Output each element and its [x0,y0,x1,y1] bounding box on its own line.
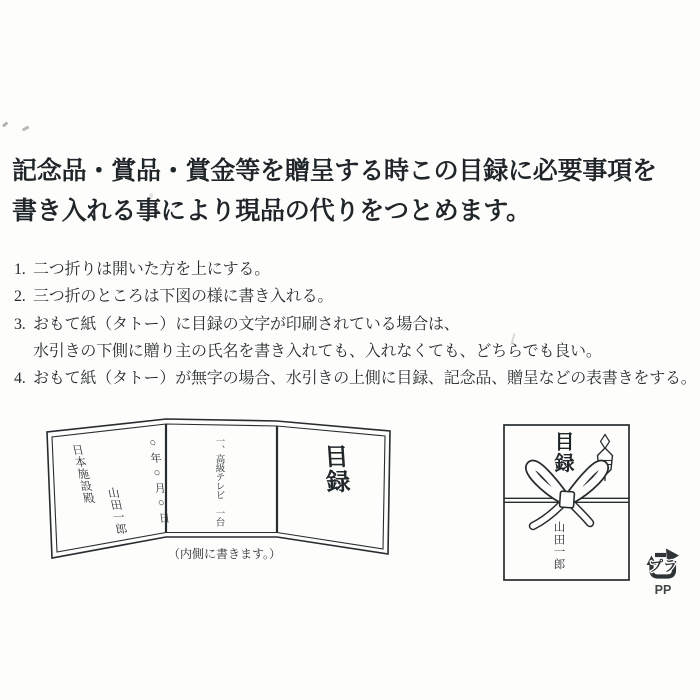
mizuhiki-bow-icon [530,465,603,526]
item-text: 三つ折のところは下図の様に書き入れる。 [33,288,334,306]
scan-speck [2,121,8,127]
plastic-recycle-icon [647,549,680,598]
trifold-date: ○年○月○日 [146,437,171,527]
scan-speck [149,193,153,198]
item-text: おもて紙（タトー）に目録の文字が印刷されている場合は、 [33,315,460,333]
envelope-title: 目録 [551,431,573,474]
recycle-code: PP [654,583,672,597]
envelope-sender: 山田一郎 [552,521,565,571]
instruction-item-4 [14,365,700,392]
intro-line-1: 記念品・賞品・賞金等を贈呈する時この目録に必要事項を [12,158,657,185]
recycle-label: プラ [649,558,677,574]
trifold-addressee: 日本施設殿 [69,444,96,504]
trifold-caption: （内側に書きます。） [168,547,282,561]
item-number: 4. [14,370,26,388]
item-number: 2. [14,288,26,306]
instruction-item-3-continued: 水引きの下側に贈り主の氏名を書き入れても、入れなくても、どちらでも良い。 [33,342,602,360]
intro-line-2: 書き入れる事により現品の代りをつとめます。 [12,198,531,225]
trifold-sender: 山田一郎 [105,487,128,535]
item-text: おもて紙（タトー）が無字の場合、水引きの上側に目録、記念品、贈呈などの表書きをする。 [33,370,697,388]
trifold-title: 目録 [319,444,349,494]
intro-paragraph [12,152,700,232]
scan-speck [22,126,29,131]
instruction-item-3 [14,311,700,338]
instruction-list [14,256,700,392]
bow-knot [559,491,574,508]
instruction-item-2 [14,283,700,310]
item-number: 1. [14,261,26,278]
trifold-item-line: 一、高級テレビ 一台 [213,436,224,526]
item-text: 二つ折りは開いた方を上にする。 [33,261,271,278]
item-number: 3. [14,315,26,333]
instruction-item-1 [14,256,700,283]
envelope-diagram [495,415,695,600]
